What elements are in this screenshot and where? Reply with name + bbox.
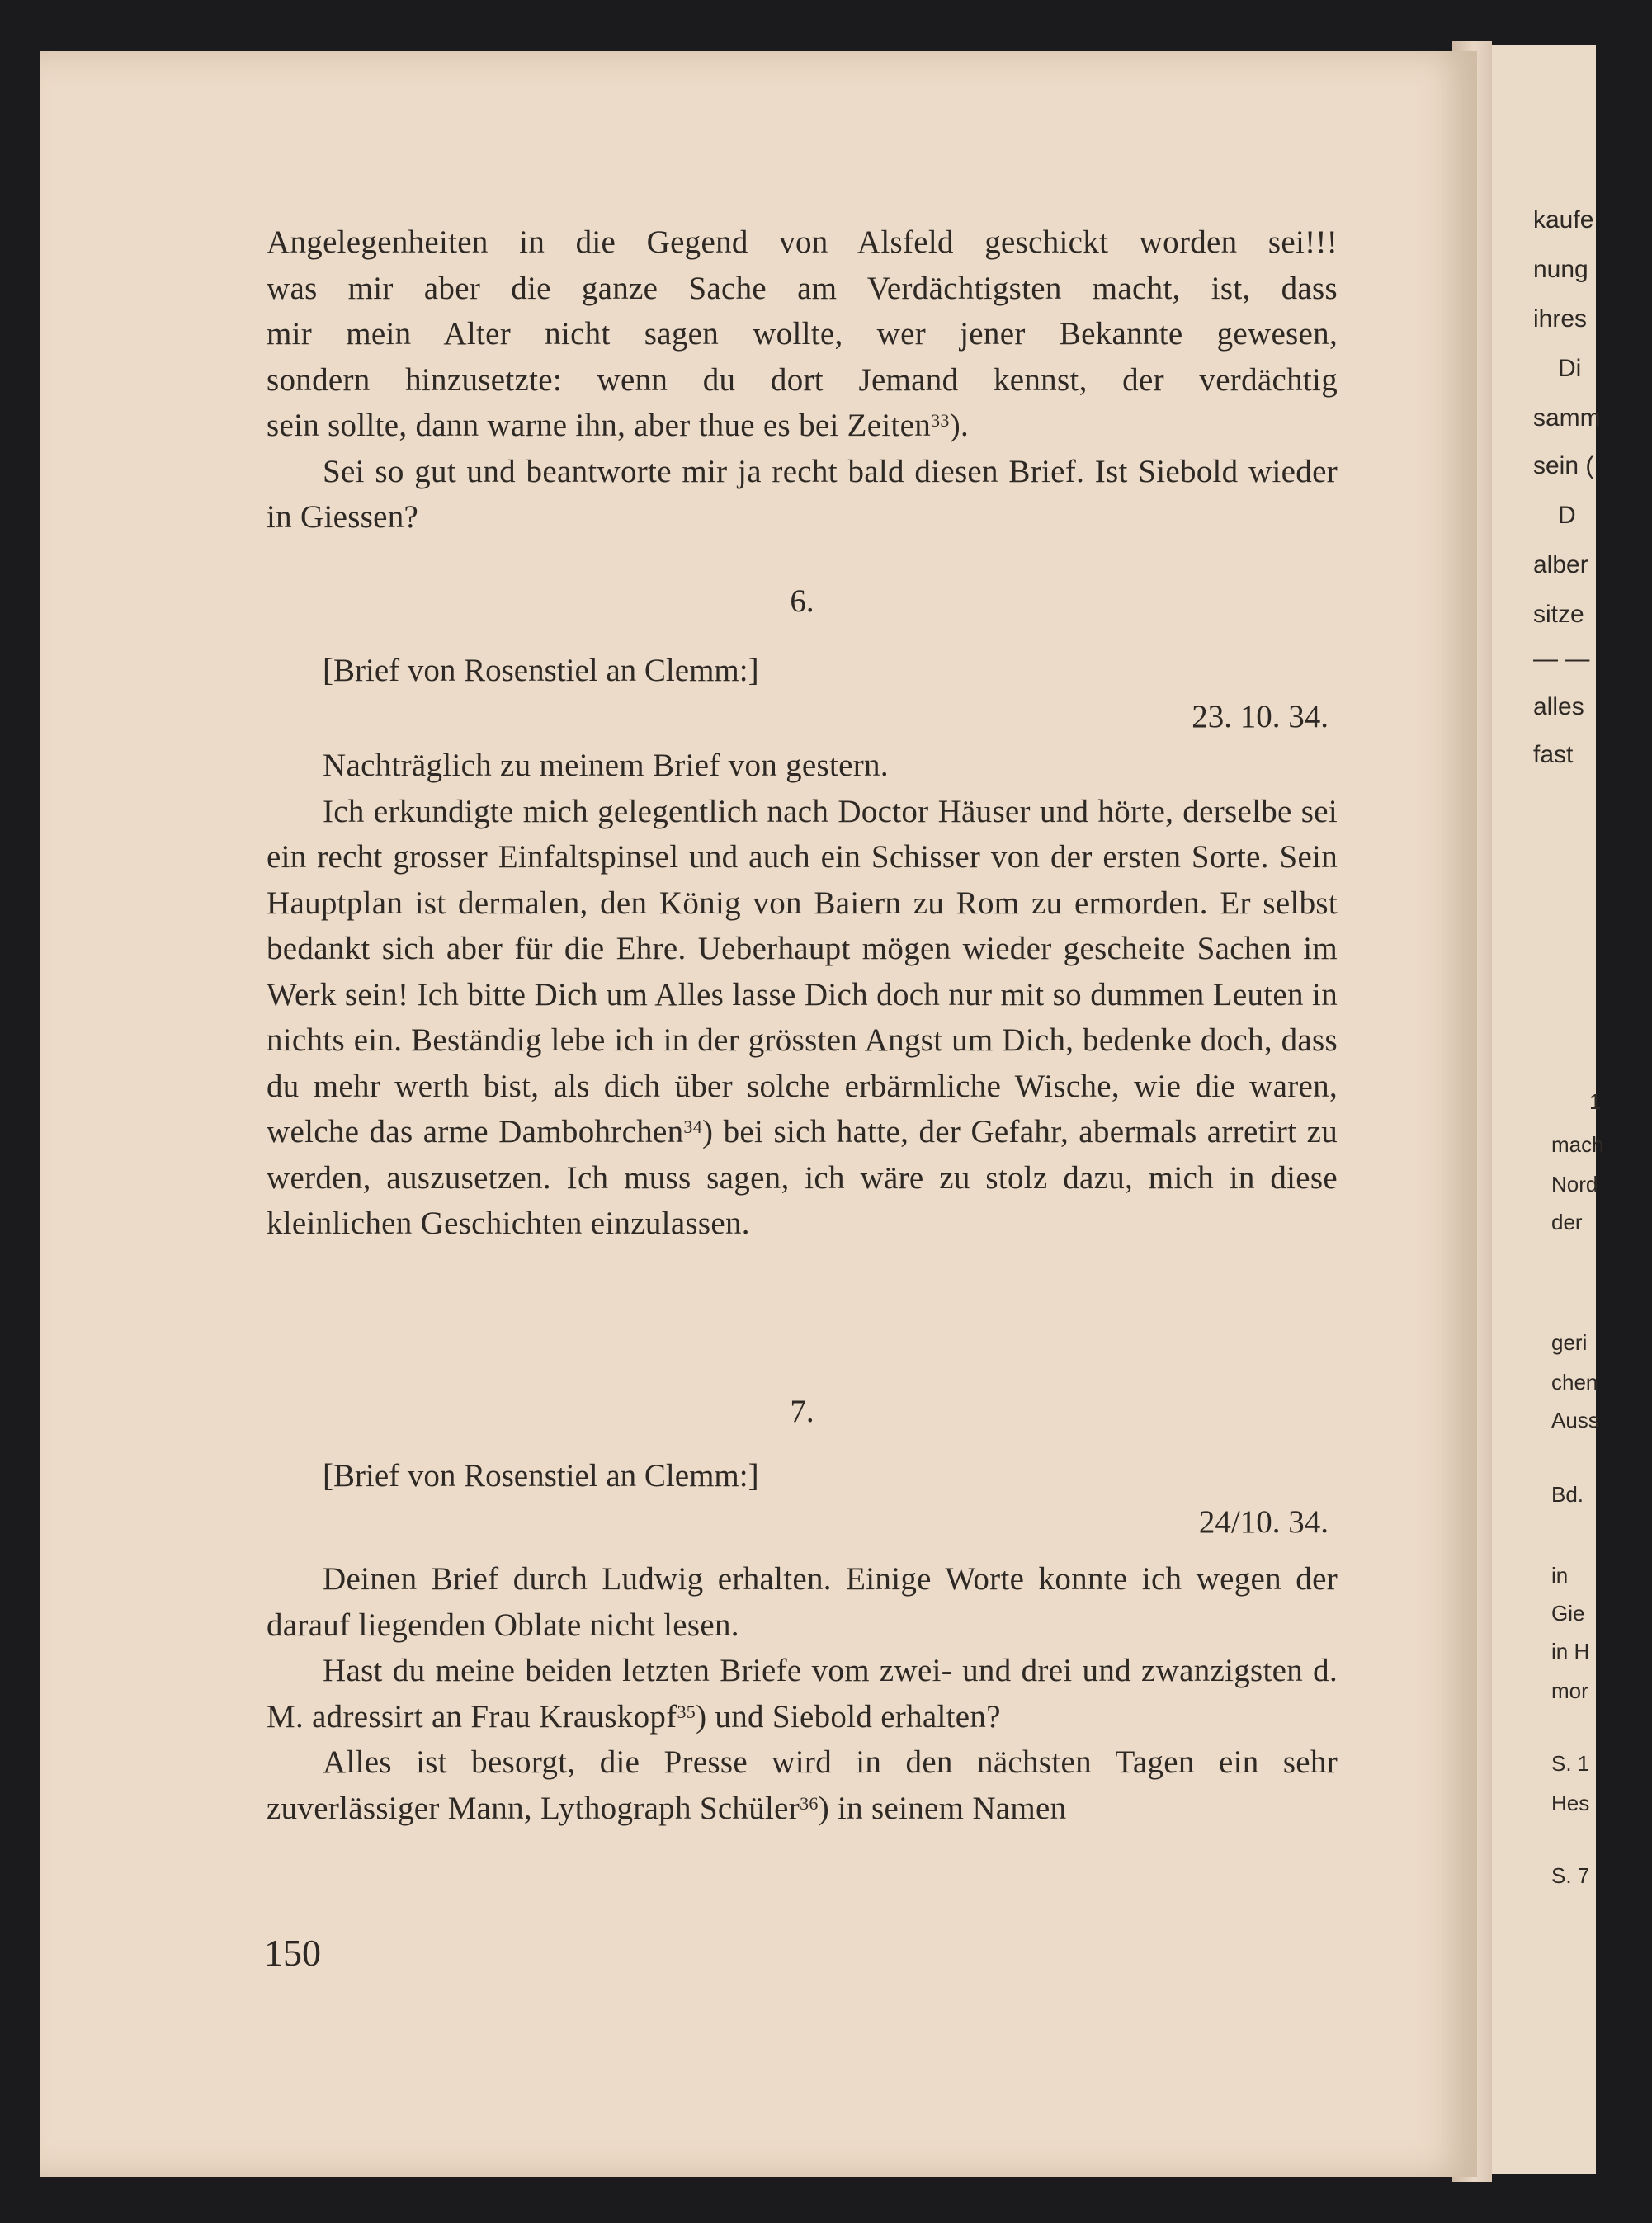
facing-fragment: Nord bbox=[1551, 1172, 1598, 1196]
footnote-ref-34: 34 bbox=[683, 1116, 703, 1137]
facing-fragment: in H bbox=[1551, 1639, 1590, 1664]
footnote-ref-36: 36 bbox=[800, 1792, 819, 1814]
facing-fragment: S. 7 bbox=[1551, 1863, 1590, 1888]
facing-fragment: chen bbox=[1551, 1370, 1598, 1395]
text-line: was mir aber die ganze Sache am Verdächtigsten macht, ist, dass bbox=[267, 270, 1338, 306]
paragraph bbox=[267, 1648, 1338, 1739]
paragraph-siebold: Sei so gut und beantworte mir ja recht bald diesen Brief. Ist Siebold wieder in Giessen? bbox=[267, 453, 1338, 535]
paragraph: Deinen Brief durch Ludwig erhalten. Einige Worte konnte ich wegen der darauf liegenden Oblate nicht lesen. bbox=[267, 1561, 1338, 1643]
opening-paragraph bbox=[267, 219, 1338, 540]
text-line-last bbox=[267, 403, 1338, 449]
letter-7-number: 7. bbox=[790, 1394, 814, 1429]
facing-fragment: kaufe bbox=[1533, 206, 1594, 234]
facing-fragment: sitze bbox=[1533, 601, 1584, 628]
letter-6-number: 6. bbox=[790, 583, 814, 619]
letter-6-date: 23. 10. 34. bbox=[1192, 699, 1329, 734]
facing-fragment: der bbox=[1551, 1210, 1583, 1234]
text-fragment: Alles ist besorgt, die Presse wird in den nächsten Tagen ein sehr zuverlässiger Mann, Lythograph Schüler bbox=[267, 1744, 1338, 1826]
letter-7-body bbox=[267, 1556, 1338, 1831]
paragraph: Nachträglich zu meinem Brief von gestern. bbox=[323, 748, 889, 783]
letter-7-date: 24/10. 34. bbox=[1198, 1504, 1329, 1540]
facing-fragment: alles bbox=[1533, 693, 1584, 720]
footnote-ref-35: 35 bbox=[677, 1701, 696, 1722]
text-fragment: ) in seinem Namen bbox=[818, 1790, 1067, 1826]
facing-fragment: D bbox=[1558, 502, 1576, 529]
text-fragment: ). bbox=[949, 408, 970, 443]
text-fragment: ) bei sich hatte, der Gefahr, abermals arretirt zu werden, auszusetzen. Ich muss sagen, ich wäre zu stolz dazu, mich in diese kleinlichen Geschichten einzulassen. bbox=[267, 1114, 1338, 1241]
facing-fragment: alber bbox=[1533, 551, 1588, 578]
text-line: sondern hinzusetzte: wenn du dort Jemand kennst, der verdächtig bbox=[267, 361, 1338, 398]
text-line: Angelegenheiten in die Gegend von Alsfeld geschickt worden sei!!! bbox=[267, 224, 1338, 260]
facing-fragment: nung bbox=[1533, 256, 1588, 283]
facing-fragment: Bd. bbox=[1551, 1482, 1584, 1507]
facing-fragment: — — bbox=[1533, 645, 1590, 673]
text-fragment: ) und Siebold erhalten? bbox=[696, 1698, 1001, 1735]
facing-fragment: geri bbox=[1551, 1330, 1588, 1355]
facing-fragment: Hes bbox=[1551, 1791, 1590, 1815]
facing-fragment: Auss bbox=[1551, 1408, 1599, 1432]
page-number: 150 bbox=[264, 1932, 321, 1974]
facing-fragment: Gie bbox=[1551, 1601, 1585, 1626]
letter-6-heading: [Brief von Rosenstiel an Clemm:] bbox=[323, 653, 759, 688]
facing-fragment: ihres bbox=[1533, 305, 1588, 333]
letter-6-body bbox=[267, 743, 1338, 1247]
text-fragment: Hast du meine beiden letzten Briefe vom zwei- und drei und zwanzigsten d. M. adressirt an Frau Krauskopf bbox=[267, 1653, 1338, 1735]
text-line: mir mein Alter nicht sagen wollte, wer jener Bekannte gewesen, bbox=[267, 316, 1338, 352]
facing-fragment: S. 1 bbox=[1551, 1751, 1590, 1776]
facing-fragment: in bbox=[1551, 1563, 1569, 1588]
facing-fragment: Di bbox=[1558, 355, 1582, 382]
facing-fragment: fast bbox=[1533, 741, 1574, 768]
facing-fragment: 1 bbox=[1589, 1089, 1602, 1114]
facing-fragment: samm bbox=[1533, 404, 1601, 432]
text-fragment: Ich erkundigte mich gelegentlich nach Doctor Häuser und hörte, derselbe sei ein recht grosser Einfaltspinsel und auch ein Schisser von der ersten Sorte. Sein Hauptplan ist dermalen, den König von Baiern zu Rom zu ermorden. Er selbst bedankt sich aber für die Ehre. Ueberhaupt mögen wieder gescheite Sachen im Werk sein! Ich bitte Dich um Alles lasse Dich doch nur mit so dummen Leuten in nichts ein. Beständig lebe ich in der grössten Angst um Dich, bedenke doch, dass du mehr werth bist, als dich über solche erbärmliche Wische, wie die waren, welche das arme Dambohrchen bbox=[267, 793, 1338, 1149]
facing-fragment: mach bbox=[1551, 1132, 1604, 1157]
paragraph bbox=[267, 1739, 1338, 1831]
letter-7-heading: [Brief von Rosenstiel an Clemm:] bbox=[323, 1458, 759, 1494]
footnote-ref-33: 33 bbox=[931, 410, 950, 431]
facing-fragment: sein ( bbox=[1533, 452, 1594, 479]
paragraph-haeuser bbox=[267, 789, 1338, 1247]
text-line: sein sollte, dann warne ihn, aber thue es bei Zeiten bbox=[267, 408, 932, 443]
facing-fragment: mor bbox=[1551, 1678, 1588, 1703]
